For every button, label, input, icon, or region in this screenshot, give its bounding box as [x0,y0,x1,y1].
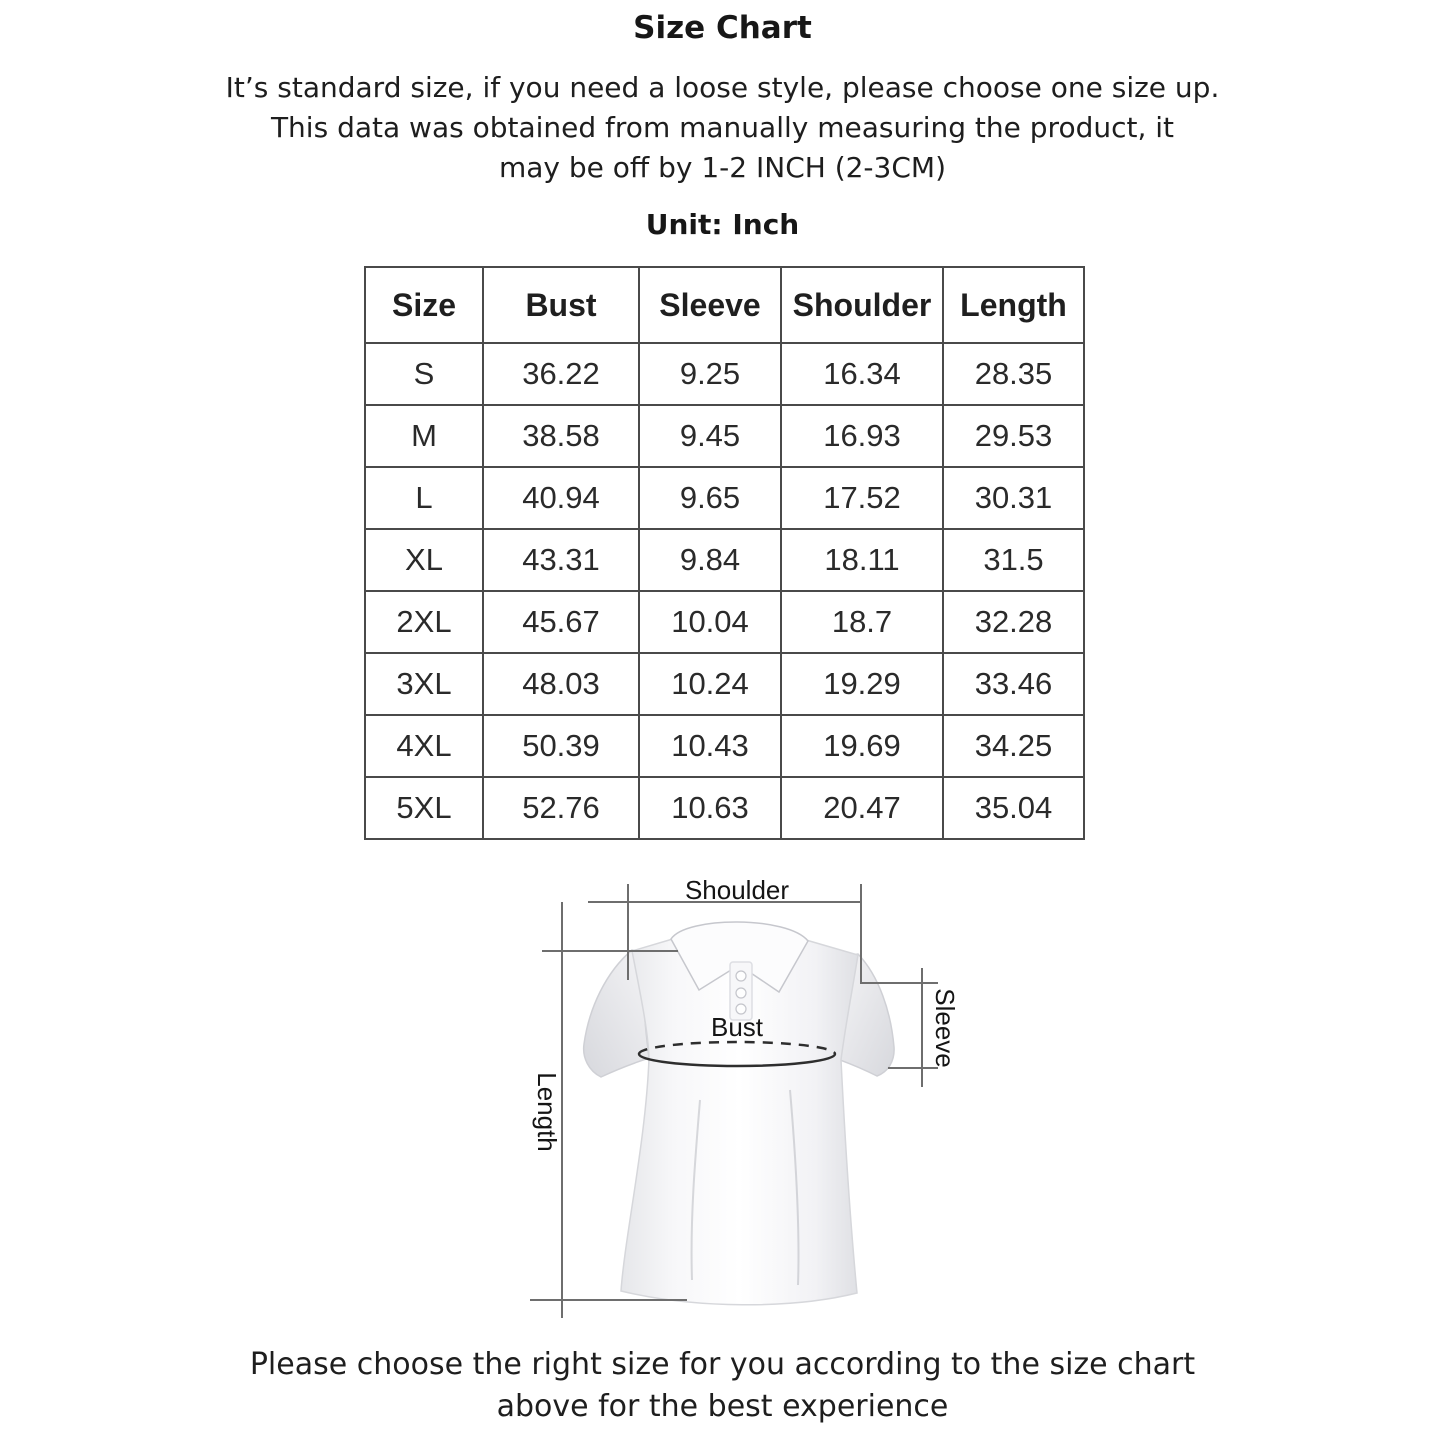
size-cell: 3XL [365,653,483,715]
size-disclaimer [0,68,1445,188]
size-chart-table [364,266,1085,840]
sleeve-cell: 10.04 [639,591,781,653]
column-header-bust: Bust [483,267,639,343]
bust-cell: 36.22 [483,343,639,405]
disclaimer-line-3: may be off by 1-2 INCH (2-3CM) [498,151,946,184]
footer-line-1: Please choose the right size for you according to the size chart [249,1347,1196,1382]
bust-cell: 43.31 [483,529,639,591]
length-cell: 35.04 [943,777,1084,839]
column-header-sleeve: Sleeve [639,267,781,343]
bust-cell: 45.67 [483,591,639,653]
shoulder-cell: 17.52 [781,467,943,529]
size-cell: XL [365,529,483,591]
table-row [365,467,1084,529]
polo-shirt-graphic [584,922,894,1305]
sleeve-cell: 9.45 [639,405,781,467]
length-cell: 28.35 [943,343,1084,405]
bust-cell: 50.39 [483,715,639,777]
shoulder-cell: 16.34 [781,343,943,405]
shoulder-cell: 18.7 [781,591,943,653]
bust-cell: 38.58 [483,405,639,467]
disclaimer-line-2: This data was obtained from manually measuring the product, it [270,111,1175,144]
bust-cell: 40.94 [483,467,639,529]
sleeve-cell: 10.43 [639,715,781,777]
bust-cell: 48.03 [483,653,639,715]
shoulder-cell: 18.11 [781,529,943,591]
table-row [365,653,1084,715]
table-row [365,529,1084,591]
size-cell: L [365,467,483,529]
shirt-button [736,971,746,981]
size-cell: 4XL [365,715,483,777]
length-cell: 31.5 [943,529,1084,591]
shoulder-cell: 19.69 [781,715,943,777]
column-header-size: Size [365,267,483,343]
disclaimer-line-1: It’s standard size, if you need a loose style, please choose one size up. [225,71,1220,104]
sleeve-cell: 9.65 [639,467,781,529]
size-cell: S [365,343,483,405]
table-row [365,777,1084,839]
measurement-diagram [470,870,1010,1330]
sleeve-cell: 10.63 [639,777,781,839]
footer-line-2: above for the best experience [496,1389,949,1424]
length-cell: 33.46 [943,653,1084,715]
table-row [365,591,1084,653]
shoulder-cell: 20.47 [781,777,943,839]
page-title: Size Chart [633,10,812,46]
table-row [365,343,1084,405]
table-row [365,405,1084,467]
sleeve-cell: 9.84 [639,529,781,591]
sleeve-cell: 9.25 [639,343,781,405]
table-header-row [365,267,1084,343]
length-cell: 30.31 [943,467,1084,529]
sleeve-diagram-label: Sleeve [930,988,960,1068]
size-cell: M [365,405,483,467]
sleeve-cell: 10.24 [639,653,781,715]
length-cell: 29.53 [943,405,1084,467]
bust-cell: 52.76 [483,777,639,839]
bust-diagram-label: Bust [710,1012,764,1042]
unit-label: Unit: Inch [645,208,800,241]
footer-note [0,1344,1445,1428]
shoulder-diagram-label: Shoulder [684,875,790,905]
length-cell: 32.28 [943,591,1084,653]
shoulder-cell: 16.93 [781,405,943,467]
shirt-button [736,988,746,998]
length-cell: 34.25 [943,715,1084,777]
length-diagram-label: Length [532,1072,562,1152]
column-header-length: Length [943,267,1084,343]
size-cell: 5XL [365,777,483,839]
column-header-shoulder: Shoulder [781,267,943,343]
size-cell: 2XL [365,591,483,653]
shoulder-cell: 19.29 [781,653,943,715]
table-row [365,715,1084,777]
